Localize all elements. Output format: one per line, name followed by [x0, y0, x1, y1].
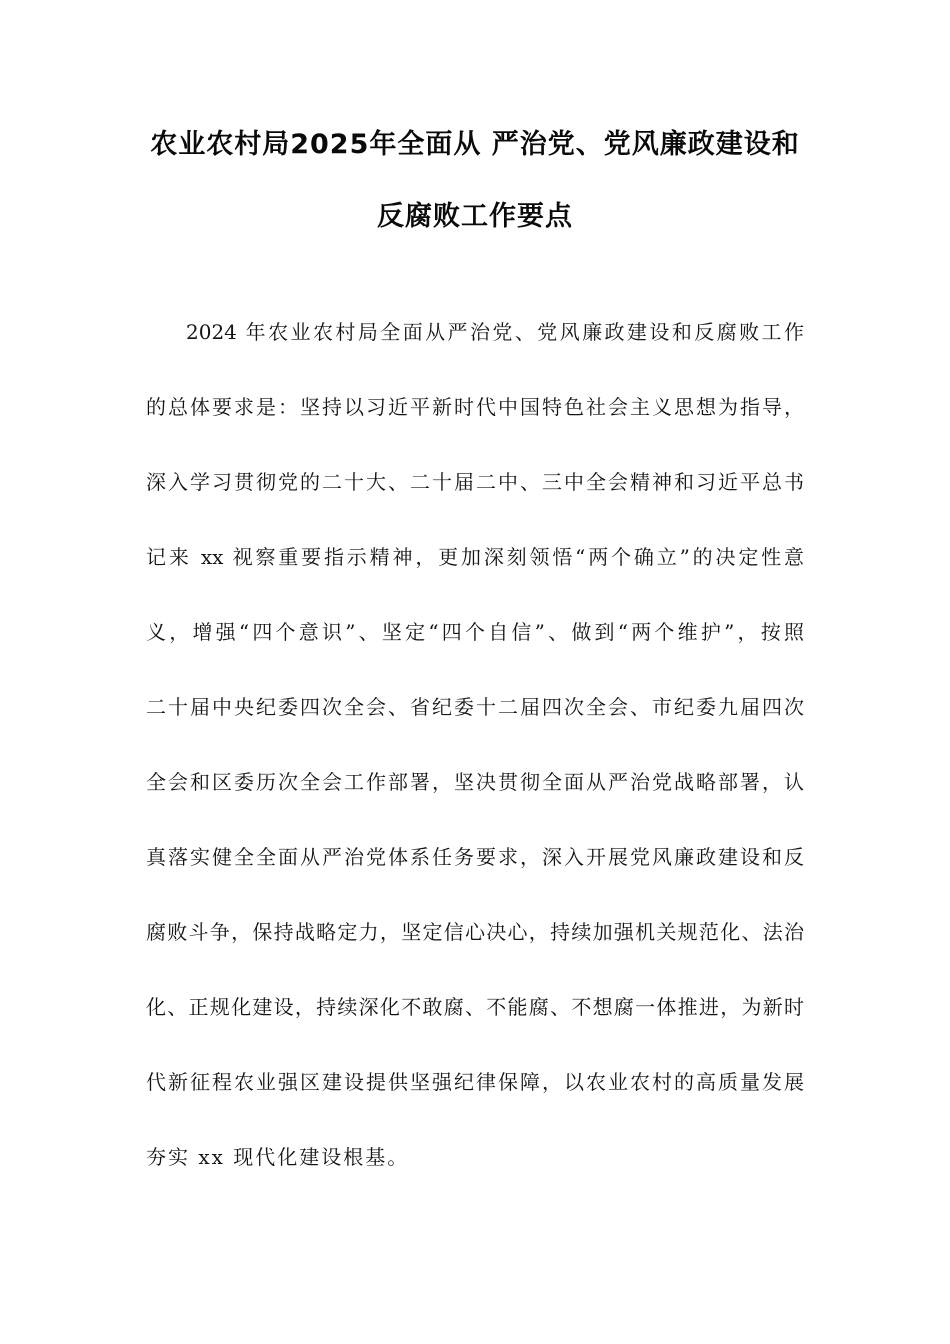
document-title-line-2: 反腐败工作要点 — [377, 201, 573, 232]
paragraph-line: 夯实 xx 现代化建设根基。 — [146, 1145, 410, 1169]
paragraph-line: 二十届中央纪委四次全会、省纪委十二届四次全会、市纪委九届四次 — [146, 695, 804, 719]
paragraph-line: 化、正规化建设，持续深化不敢腐、不能腐、不想腐一体推进，为新时 — [146, 995, 804, 1019]
paragraph-line: 记来 xx 视察重要指示精神，更加深刻领悟“两个确立”的决定性意 — [146, 545, 804, 569]
document-title-line-1: 农业农村局2025年全面从 严治党、党风廉政建设和 — [150, 129, 800, 160]
paragraph-line: 的总体要求是：坚持以习近平新时代中国特色社会主义思想为指导， — [146, 395, 804, 419]
paragraph-line: 代新征程农业强区建设提供坚强纪律保障，以农业农村的高质量发展 — [146, 1070, 804, 1094]
paragraph-line: 深入学习贯彻党的二十大、二十届二中、三中全会精神和习近平总书 — [146, 470, 804, 494]
paragraph-line: 2024 年农业农村局全面从严治党、党风廉政建设和反腐败工作 — [186, 320, 804, 344]
paragraph-line: 真落实健全全面从严治党体系任务要求，深入开展党风廉政建设和反 — [146, 845, 804, 869]
body-paragraph — [146, 314, 804, 1214]
paragraph-line: 腐败斗争，保持战略定力，坚定信心决心，持续加强机关规范化、法治 — [146, 920, 804, 944]
paragraph-line: 全会和区委历次全会工作部署，坚决贯彻全面从严治党战略部署，认 — [146, 770, 804, 794]
paragraph-line: 义，增强“四个意识”、坚定“四个自信”、做到“两个维护”，按照 — [146, 620, 804, 644]
